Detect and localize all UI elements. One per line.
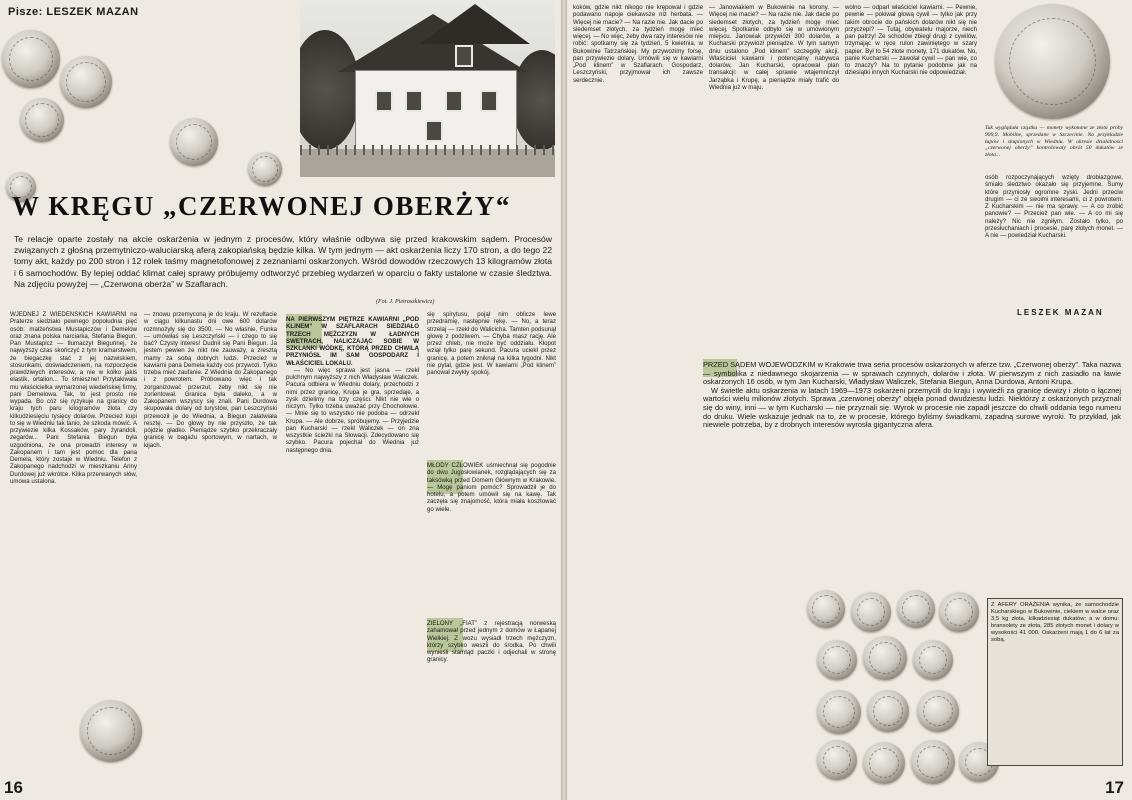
- gold-coin-image: [80, 700, 142, 762]
- article-lead: Te relacje oparte zostały na akcie oskarżenia w jednym z procesów, który właśnie odbywa się przed krakowskim sądem. Procesów związanych z głośną przemytniczo-waluciarską aferą zakopiańską będzie kilka. W tym jednym — akt oskarżenia liczy 170 stron, a do tego 22 tomy akt, każdy po 200 stron i 12 rolek taśmy magnetofonowej z zeznaniami oskarżonych. Wśród dowodów rzeczowych 13 kilogramów złota i 6 samochodów. By lepiej oddać klimat całej sprawy próbujemy odtworzyć przebieg wydarzeń w oparciu o fakty ustalone w czasie śledztwa. Na zdjęciu powyżej — „Czerwona oberża” w Szaflarach.: [14, 234, 552, 289]
- court-report: [703, 361, 1121, 573]
- gold-coin-image: [867, 690, 909, 732]
- author-signature: LESZEK MAZAN: [1017, 308, 1104, 317]
- column-text: osób rozpoczynających wzięty drobiazgowe, śmiało śledztwo okazało się przyjemne. Sumy które przyniosły ogromne zyski. Jedni przeciw drugim — ci ze swoimi interesami, ci z powrotem. Z Kucharskim — nie ma sprawy. — A co zrobić panowie? — Przecież pan wie. — A co mi się należy? Nic nie zgniłym. Zostało tylko, po przesłuchaniach i procesie, parę złotych monet. — A nie — powiedział Kucharski.: [985, 174, 1123, 239]
- gold-coin-image: [939, 592, 979, 632]
- left-page: [0, 0, 561, 800]
- coin-caption: Tak wyglądała cząstka — monety wykonane ze złota próby 999,9. Mobilne, sprzedane w Szczecinie. Na przykładzie łupów i skupionych w Wiedniu. W okresie działalności „czerwonej oberży” kontrolowały obrót 50 dukatów ze złota...: [985, 125, 1123, 159]
- gold-coin-image: [248, 152, 282, 186]
- gold-coin-image: [897, 590, 935, 628]
- gold-coin-image: [917, 690, 959, 732]
- text-column-4: [985, 174, 1123, 306]
- column-text: się spirytusu, pojął nim oblicze lewe przedramię, następnie rękę. — No, a teraz strzelaj — rzekł do Walicicha. Tamten podsunął głowę z podziwem. — Chyba masz rację. Ale przez chleb, nie może być oddziału. Kłopot wziął tylko parę sekund. Pacura uciekł przez granicę, a potem zniknął na kilka tygodni. Nikt nie pytał, gdzie jest. W kawiarni „Pod klinem” panował zwykły spokój.: [427, 311, 556, 376]
- gold-coin-image: [863, 742, 905, 784]
- column-text: — znowu przemyconą je do kraju. W rezultacie w ciągu kilkunastu dni owe 600 dolarów rozmnożyły się do 3500. — No właśnie, Funka — umówiłaś się Leszczyński — i czego to się bać? Czysty interes! Dudnił się Pani Biegun. Ja jestem pewien że nikt nie zauważy, a zresztą mamy za sobą dobrych ludzi. Przecież w kawiarni pana Demela każdy coś przywozi. Tylko trzeba mieć zaufanie. Z Wiednia do Zakopanego i z powrotem. Próbowano więc i tak zorganizować przerzut, żeby nikt się nie zorientował. Granica była daleko, a w Zakopanem wszyscy się znali. Pani Durdowa skupowała dolary od turystów, pan Leszczyński przewoził je do Wiednia, a Biegun załatwiała resztę. — Do głowy by nie przyszło, że tak pójdzie gładko. Pieniądze szybko przekraczały granicę w bagażu sportowym, w nartach, w kijach.: [144, 311, 277, 449]
- gold-coin-image: [60, 56, 112, 108]
- gold-coin-image: [995, 4, 1110, 119]
- text-column-4c: [427, 620, 556, 785]
- column-text: koków, gdzie nikt nikogo nie krępował i gdzie podawano napoje ciekawsze niż herbata. — Więcej nie macie? — Na razie nie. Jak dacie po siedemset złotych, za tydzień mogę mieć więcej. — No więc, żeby dwa razy interesów nie robić: spotkamy się za tydzień, 5 kwietnia, w Bukowinie Tatrzańskiej. My przywozimy forsę, pan przywiezie dolary. Umówili się w kawiarni „Pod klinem” w Szaflarach. Gospodarz, Leszczyński, przyjmował ich zawsze serdecznie.: [573, 4, 703, 84]
- gold-coin-image: [2, 30, 60, 88]
- text-column-4b: [427, 462, 556, 622]
- column-text: — Janowiakiem w Bukowinie na korony. — Więcej nie macie? — Na razie nie. Jak dacie po siedemset złotych, za tydzień mogę mieć więcej. Spotkanie odbyło się w umówionym miejscu. Janowiak przywiózł 300 dolarów, a Kucharski przywiózł pieniądze. W tym samym dniu ustalono „Pod klinem” szczegóły akcji. Właściciel kawiarni i potencjalny nabywca dolarów, Jan Kucharski, opracował plan transakcji: w całej sprawie wtajemniczył Jarząbka i Krupę, a pieniądze miały trafić do Wiednia już w maju.: [709, 4, 839, 91]
- right-page: [567, 0, 1132, 800]
- gold-coin-image: [817, 690, 861, 734]
- gold-coin-image: [807, 590, 845, 628]
- column-text: MŁODY CZŁOWIEK uśmiechnął się pogodnie do dwu Jugosłowianek, rozglądających się za taksówką przed Domem Głównym w Krakowie. — Mogę paniom pomóc? Sprowadził je do hotelu, a potem umówił się na kawę. Tak zaczęła się znajomość, która miała kosztować go wiele.: [427, 462, 556, 513]
- court-text: W świetle aktu oskarżenia w latach 1969—1973 oskarżeni przemycili do kraju i wywieźli za granicę dewizy i złoto o łącznej wartości wielu milionów złotych. Sprawa „czerwonej oberży” objęła ponad dwudziestu ludzi. Niektórzy z oskarżonych przyznali się do winy, inni — w tym Kucharski — nie przyznali się. Wyrok w procesie nie zapadł jeszcze do chwili oddania tego numeru do druku. Wiele wskazuje jednak na to, że w procesie, którego byliśmy świadkami, zapadną surowe wyroki. To przykład, jak niewiele potrzeba, by z drobnych interesów wyrosła gigantyczna afera.: [703, 385, 1121, 430]
- seized-items-box: Z AFERY ORAŻENIA wynika, że samochodzie Kucharskiego w Bukowinie, ciekiem w walce oraz 3,5 kg złota, kilkadziesiąt dukatów; a w domu: bransolety ze złota, 285 złotych monet i dolary w wysokości 41 000. Oskarżeni mają 1 do 6 lat za sobą.: [987, 598, 1123, 766]
- gold-coin-image: [911, 740, 955, 784]
- gold-coin-image: [20, 98, 64, 142]
- inn-photo: [300, 0, 555, 177]
- column-text: ZIELONY „FIAT” z rejestracją norweską zahamował przed jednym z domów w Łapanej Wielkiej. Z wozu wysiadł trzech mężczyzn, którzy szybko weszli do środka. Po chwili wynieśli stamtąd paczki i odjechali w stronę granicy.: [427, 620, 556, 664]
- text-column-1: [10, 311, 137, 701]
- page-number: 16: [4, 778, 23, 797]
- gold-coin-image: [851, 592, 891, 632]
- page-number: 17: [1105, 778, 1124, 797]
- column-text: WJEDNEJ Z WIEDEŃSKICH KAWIARNI na Praterze siedziało pewnego popołudnia pięć osób: małżeństwa Mustapiczów i Demelów oraz znana polska narciarka, Stefania Biegun. Pan Mustapicz — tłumaczył Bieguńnej, że najwyższy czas skończyć z tym kramarstwem, że biegaczkę stać z jej nazwiskiem, stosunkami, doświadczeniem, na rozpoczęcie prawdziwych interesów, a nie w kółko jakiś elastik, ortalion... To śmieszne! Przytakiwała mu właścicielka wymarzonej wiedeńskiej firmy, pani Demelowa. Tak, to jest prosto nie wypada. Bo cóż się ryzykuje na granicy do kraju tych paru kilogramów złota czy kilkudziesięciu tysięcy dolarów. Przecież kupi to się w Wiedniu tak tanio, że szkoda mówić. A przywiezie kilka Kossaków, pary żyrandoli, zegarów... Pani Stefania Biegun była uzgodniona, że ona prowadzi interesy w Zakopanem i tam jest pomoc dla pana Demela, który zostaje w Wiedniu. Telefon z Zakopanego nadchodzi w mieszkaniu Anny Durdowej już wkrótce. Kilka przerwanych słów, umowa ustalona.: [10, 311, 137, 485]
- text-column-3: [845, 4, 977, 309]
- text-column-3: [286, 316, 419, 786]
- gold-coin-image: [817, 740, 857, 780]
- section-subhead: NA PIERWSZYM PIĘTRZE KAWIARNI „POD KLINEM” W SZAFLARACH SIEDZIAŁO TRZECH MĘŻCZYZN W ŁADNYCH SWETRACH, NALICZAJĄC SOBIE W SZKLANKI WÓDKĘ, KTÓRĄ PRZED CHWILĄ PRZYNIÓSŁ IM SAM GOSPODARZ I WŁAŚCICIEL LOKALU.: [286, 316, 419, 367]
- article-headline: W KRĘGU „CZERWONEJ OBERŻY“: [12, 191, 511, 221]
- column-text: wolno — odparł właściciel kawiarni. — Pewnie, pewnie — pokiwał głową cywil — tylko jak przy takim obrocie do pańskich dolarów nikt się nie przyczepi? — Tutaj, obywatelu majorze, niech pan patrzy! Ze schodów zbiegł drugi z cywilów, trzymając w ręce rulon zawiniętego w szary papier. Był to 54 złote monety, 171 dukatów. No, panie Kucharski — zawołał cywil — pan wie, co to znaczy? Na to pytanie podobnie jak na dziesiątki innych Kucharski nie odpowiedział.: [845, 4, 977, 77]
- gold-coin-image: [913, 640, 953, 680]
- byline: Pisze: LESZEK MAZAN: [8, 6, 139, 18]
- gold-coin-image: [863, 636, 907, 680]
- text-column-2: [709, 4, 839, 309]
- column-text: — No więc sprawa jest jasna — rzekł pulchnym najwyższy z nich Władysław Waliczek. Pacura odbiera w Wiedniu dolary, przechodzi z nimi przez granicę, Krupa je gra, sprzedaje, a zysk dzielimy na trzy części. Nikt nie wie o niczym. Tylko trzeba uważać przy Chochołowie. — Mnie się to wszystko nie podoba — odrzekł Krupa. — Ale dobrze, spróbujemy. — Przyjedzie pan Kucharski — rzekł Waliczek — on zna wszystkie ścieżki na Słowacji. Zdecydowano się szybko. Pacura pojechał do Wiednia już następnego dnia.: [286, 366, 419, 454]
- photo-credit: (Fot. J. Pietraszkiewicz): [376, 299, 435, 305]
- gold-coin-image: [170, 118, 218, 166]
- text-column-2: [144, 311, 277, 781]
- text-column-4: [427, 311, 556, 471]
- gold-coin-image: [817, 640, 857, 680]
- text-column-1: [573, 4, 703, 309]
- court-head: PRZED SĄDEM WOJEWÓDZKIM w Krakowie trwa seria procesów oskarżonych w aferze tzw. „Czerwonej oberży”. Taka nazwa — symbolika z niedawnego skojarzenia — w sprawach czynnych, dolarów i złota. W pierwszym z nich zasiadło na ławie oskarżonych 16 osób, w tym Jan Kucharski, Władysław Waliczek, Stefania Biegun, Anna Durdowa, Antoni Krupa.: [703, 361, 1121, 387]
